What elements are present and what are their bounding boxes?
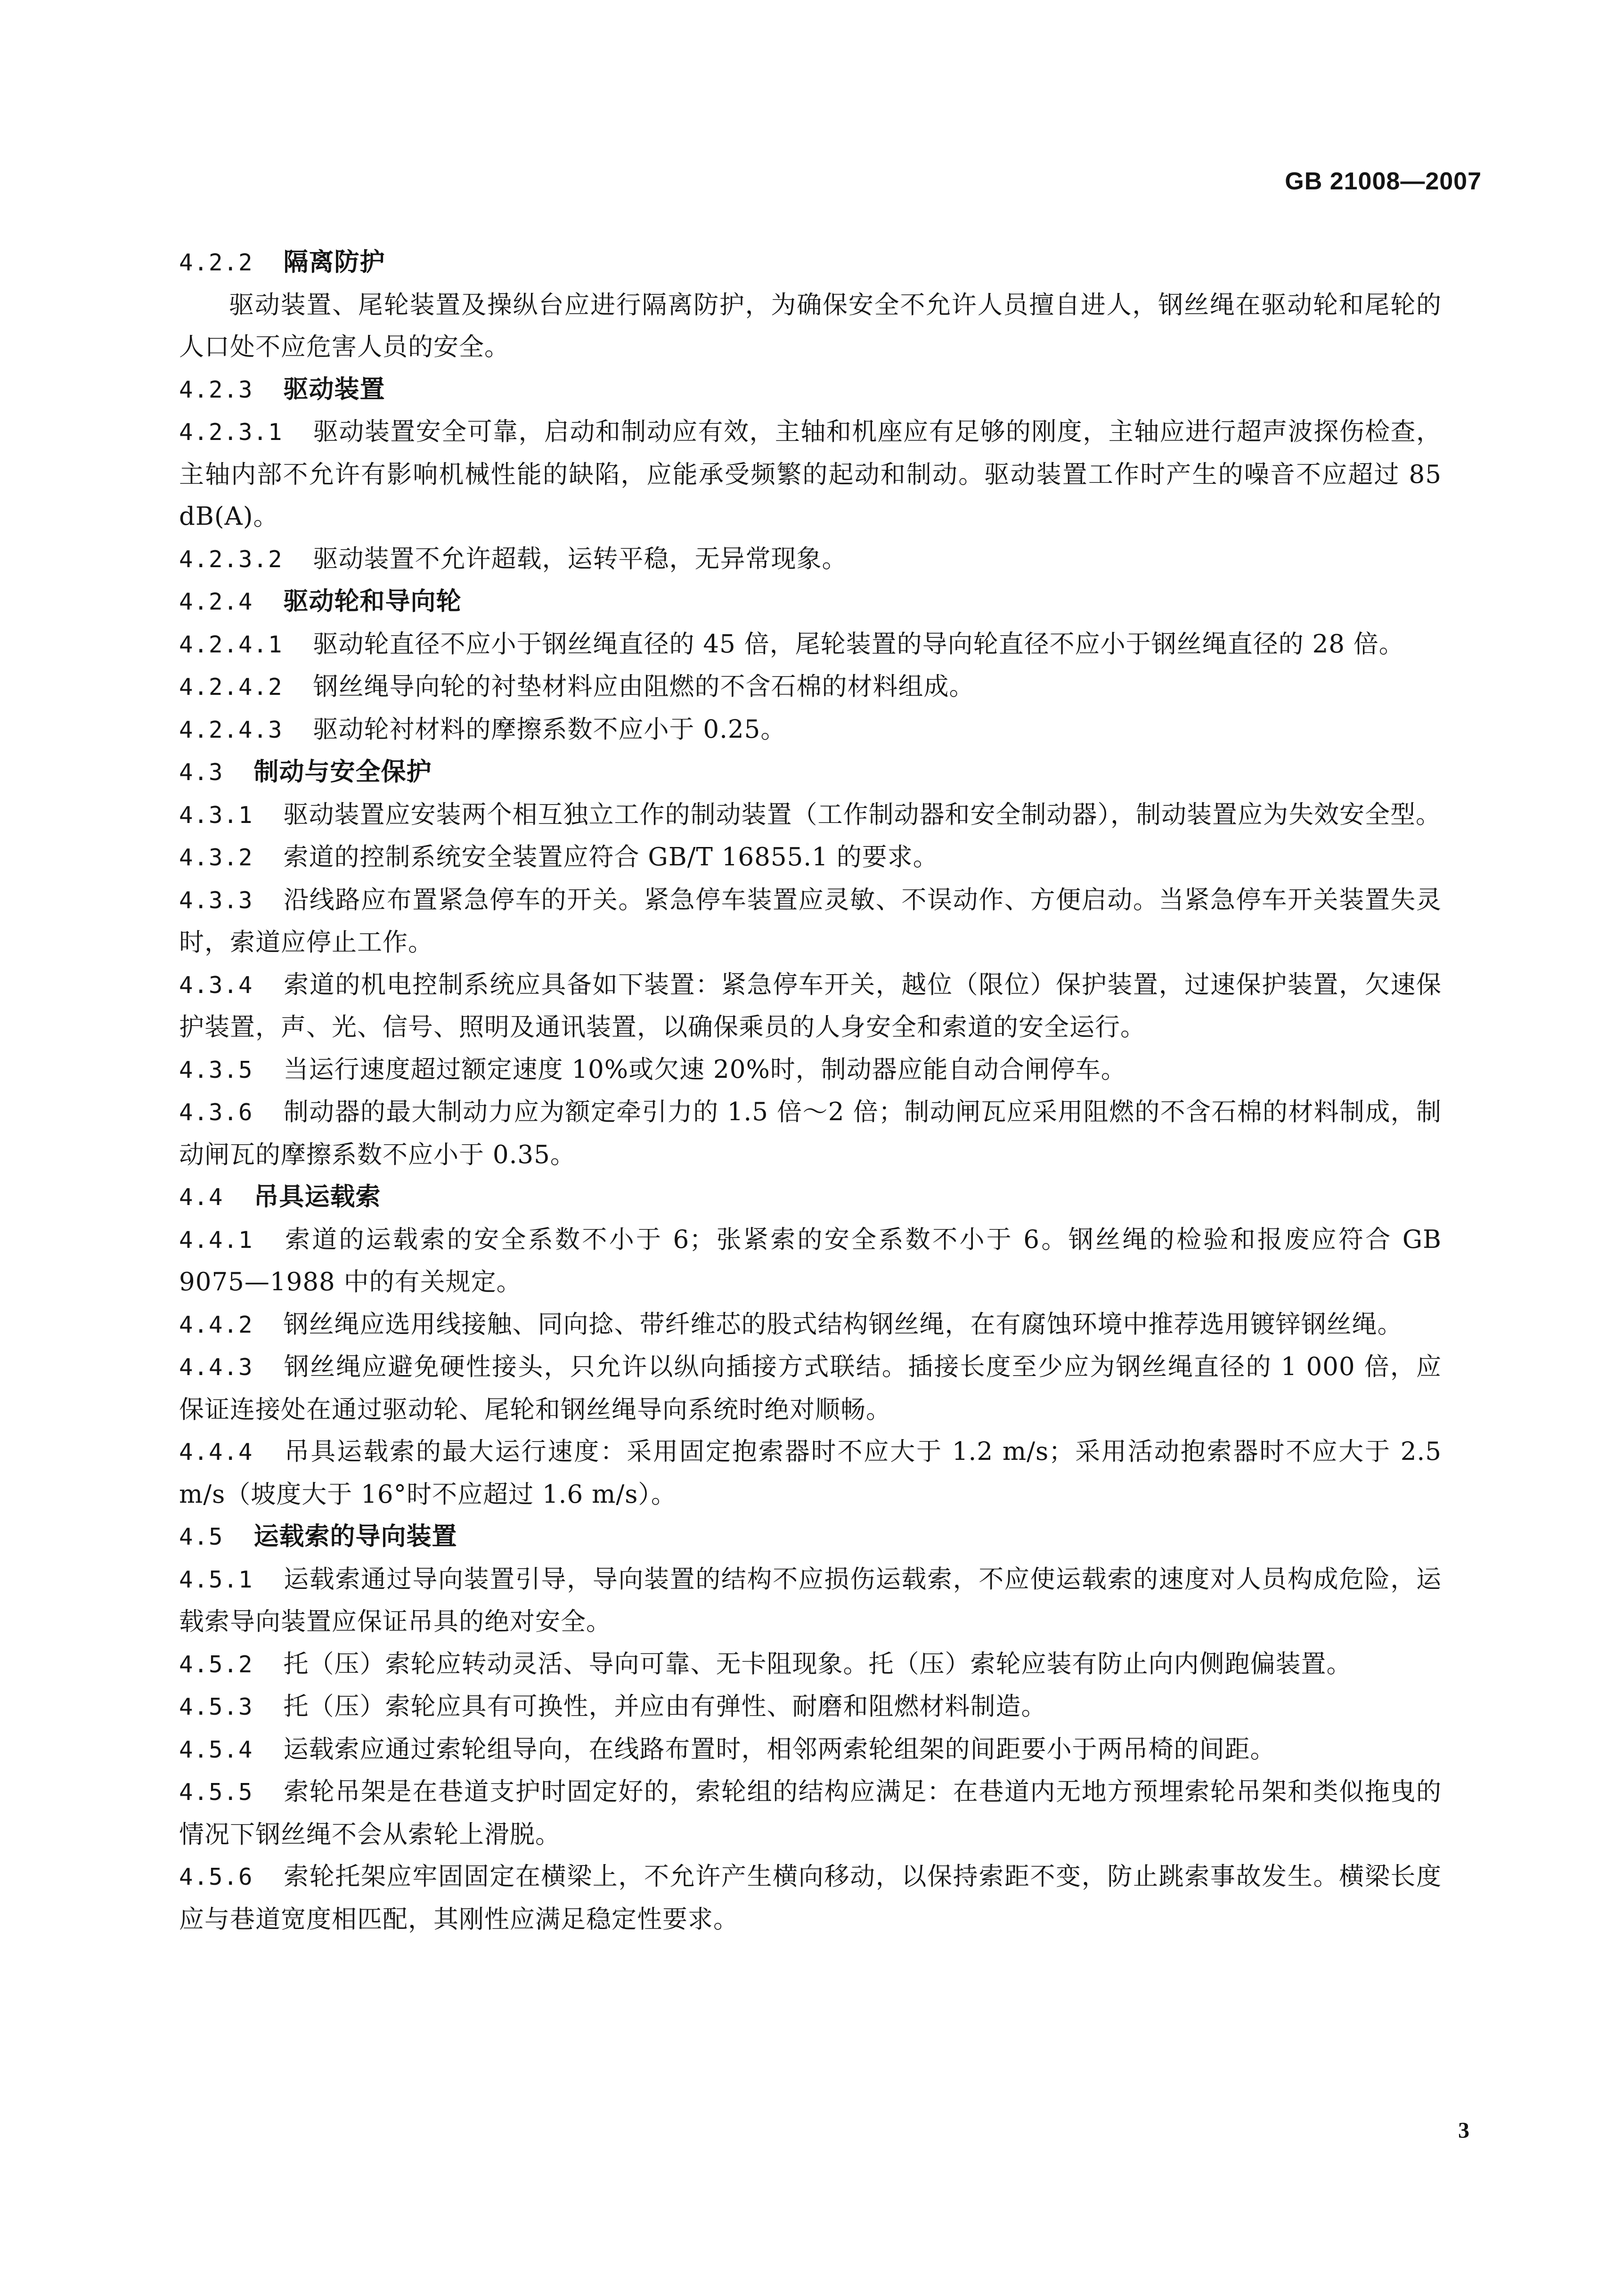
clause-text: 索道的运载索的安全系数不小于 6；张紧索的安全系数不小于 6。钢丝绳的检验和报废应符合 GB 9075—1988 中的有关规定。 bbox=[179, 1225, 1442, 1296]
clause-paragraph bbox=[179, 1091, 1442, 1176]
clause-number: 4.2.2 bbox=[179, 249, 253, 276]
standard-code: GB 21008—2007 bbox=[1285, 168, 1482, 195]
clause-paragraph bbox=[179, 1643, 1442, 1686]
clause-number: 4.4.3 bbox=[179, 1354, 253, 1381]
clause-paragraph bbox=[179, 879, 1442, 964]
clause-number: 4.3.2 bbox=[179, 844, 253, 871]
clause-text: 制动器的最大制动力应为额定牵引力的 1.5 倍～2 倍；制动闸瓦应采用阻燃的不含石棉的材料制成，制动闸瓦的摩擦系数不应小于 0.35。 bbox=[179, 1098, 1442, 1169]
document-body bbox=[179, 241, 1442, 1940]
clause-text: 索道的机电控制系统应具备如下装置：紧急停车开关，越位（限位）保护装置，过速保护装置，欠速保护装置，声、光、信号、照明及通讯装置，以确保乘员的人身安全和索道的安全运行。 bbox=[179, 970, 1442, 1042]
clause-paragraph bbox=[179, 1303, 1442, 1346]
clause-paragraph bbox=[179, 1558, 1442, 1643]
heading-text: 运载索的导向装置 bbox=[253, 1522, 457, 1551]
clause-number: 4.5.4 bbox=[179, 1736, 253, 1763]
clause-text: 运载索应通过索轮组导向，在线路布置时，相邻两索轮组架的间距要小于两吊椅的间距。 bbox=[283, 1734, 1276, 1764]
clause-text: 驱动装置不允许超载，运转平稳，无异常现象。 bbox=[313, 544, 848, 573]
clause-number: 4.5.5 bbox=[179, 1779, 253, 1806]
clause-text: 吊具运载索的最大运行速度：采用固定抱索器时不应大于 1.2 m/s；采用活动抱索器时不应大于 2.5 m/s（坡度大于 16°时不应超过 1.6 m/s）。 bbox=[179, 1437, 1442, 1509]
clause-text: 索轮托架应牢固固定在横梁上，不允许产生横向移动，以保持索距不变，防止跳索事故发生。横梁长度应与巷道宽度相匹配，其刚性应满足稳定性要求。 bbox=[179, 1862, 1442, 1934]
clause-number: 4.2.3.1 bbox=[179, 419, 283, 446]
heading-text: 吊具运载索 bbox=[253, 1182, 381, 1211]
clause-number: 4.3.1 bbox=[179, 801, 253, 829]
clause-number: 4.2.4 bbox=[179, 588, 253, 615]
clause-text: 索道的控制系统安全装置应符合 GB/T 16855.1 的要求。 bbox=[283, 843, 938, 871]
clause-text: 沿线路应布置紧急停车的开关。紧急停车装置应灵敏、不误动作、方便启动。当紧急停车开关装置失灵时，索道应停止工作。 bbox=[179, 885, 1442, 957]
section-heading bbox=[179, 751, 1442, 794]
clause-text: 钢丝绳应避免硬性接头，只允许以纵向插接方式联结。插接长度至少应为钢丝绳直径的 1 000 倍，应保证连接处在通过驱动轮、尾轮和钢丝绳导向系统时绝对顺畅。 bbox=[179, 1352, 1442, 1424]
clause-paragraph bbox=[179, 708, 1442, 751]
clause-paragraph bbox=[179, 1431, 1442, 1515]
clause-number: 4.4.4 bbox=[179, 1439, 253, 1466]
clause-number: 4.5.6 bbox=[179, 1864, 253, 1890]
clause-text: 当运行速度超过额定速度 10%或欠速 20%时，制动器应能自动合闸停车。 bbox=[283, 1055, 1126, 1084]
clause-number: 4.3.4 bbox=[179, 971, 253, 999]
clause-number: 4.3 bbox=[179, 759, 224, 786]
clause-paragraph bbox=[179, 411, 1442, 538]
clause-number: 4.3.3 bbox=[179, 887, 253, 914]
clause-text: 托（压）索轮应转动灵活、导向可靠、无卡阻现象。托（压）索轮应装有防止向内侧跑偏装置。 bbox=[283, 1649, 1352, 1678]
clause-paragraph bbox=[179, 964, 1442, 1049]
section-heading bbox=[179, 241, 1442, 284]
clause-text: 运载索通过导向装置引导，导向装置的结构不应损伤运载索，不应使运载索的速度对人员构成危险，运载索导向装置应保证吊具的绝对安全。 bbox=[179, 1564, 1442, 1636]
heading-text: 制动与安全保护 bbox=[253, 757, 432, 786]
clause-text: 钢丝绳应选用线接触、同向捻、带纤维芯的股式结构钢丝绳，在有腐蚀环境中推荐选用镀锌钢丝绳。 bbox=[283, 1310, 1403, 1339]
heading-text: 驱动装置 bbox=[283, 374, 385, 404]
clause-number: 4.4 bbox=[179, 1184, 224, 1211]
section-heading bbox=[179, 1515, 1442, 1558]
clause-text: 驱动轮衬材料的摩擦系数不应小于 0.25。 bbox=[313, 715, 786, 744]
clause-paragraph bbox=[179, 538, 1442, 581]
clause-number: 4.2.3.2 bbox=[179, 546, 283, 573]
clause-paragraph bbox=[179, 1346, 1442, 1431]
clause-paragraph bbox=[179, 1856, 1442, 1940]
page-number: 3 bbox=[1458, 2118, 1469, 2143]
clause-text: 驱动装置安全可靠，启动和制动应有效，主轴和机座应有足够的刚度，主轴应进行超声波探伤检查，主轴内部不允许有影响机械性能的缺陷，应能承受频繁的起动和制动。驱动装置工作时产生的噪音不应超过 85 dB(A)。 bbox=[179, 417, 1442, 531]
section-heading bbox=[179, 368, 1442, 411]
clause-text: 索轮吊架是在巷道支护时固定好的，索轮组的结构应满足：在巷道内无地方预埋索轮吊架和类似拖曳的情况下钢丝绳不会从索轮上滑脱。 bbox=[179, 1777, 1442, 1849]
clause-text: 驱动装置应安装两个相互独立工作的制动装置（工作制动器和安全制动器），制动装置应为失效安全型。 bbox=[283, 800, 1442, 829]
clause-number: 4.3.5 bbox=[179, 1056, 253, 1083]
section-heading bbox=[179, 1176, 1442, 1219]
clause-paragraph bbox=[179, 1049, 1442, 1091]
clause-number: 4.3.6 bbox=[179, 1099, 253, 1126]
clause-paragraph bbox=[179, 1771, 1442, 1856]
clause-paragraph bbox=[179, 1685, 1442, 1728]
clause-text: 钢丝绳导向轮的衬垫材料应由阻燃的不含石棉的材料组成。 bbox=[313, 672, 975, 701]
clause-paragraph bbox=[179, 836, 1442, 879]
clause-number: 4.4.2 bbox=[179, 1311, 253, 1338]
clause-text: 驱动轮直径不应小于钢丝绳直径的 45 倍，尾轮装置的导向轮直径不应小于钢丝绳直径的 28 倍。 bbox=[313, 629, 1404, 659]
body-paragraph bbox=[179, 284, 1442, 368]
heading-text: 驱动轮和导向轮 bbox=[283, 586, 462, 616]
clause-paragraph bbox=[179, 623, 1442, 666]
clause-paragraph bbox=[179, 1728, 1442, 1771]
clause-number: 4.5.2 bbox=[179, 1651, 253, 1678]
heading-text: 隔离防护 bbox=[283, 247, 385, 277]
clause-number: 4.5.1 bbox=[179, 1566, 253, 1593]
clause-paragraph bbox=[179, 666, 1442, 708]
clause-number: 4.5.3 bbox=[179, 1694, 253, 1720]
clause-text: 托（压）索轮应具有可换性，并应由有弹性、耐磨和阻燃材料制造。 bbox=[283, 1692, 1047, 1721]
clause-text: 驱动装置、尾轮装置及操纵台应进行隔离防护，为确保安全不允许人员擅自进人，钢丝绳在驱动轮和尾轮的人口处不应危害人员的安全。 bbox=[179, 290, 1442, 361]
clause-number: 4.2.3 bbox=[179, 376, 253, 403]
clause-number: 4.2.4.2 bbox=[179, 674, 283, 700]
clause-number: 4.4.1 bbox=[179, 1226, 253, 1254]
clause-number: 4.5 bbox=[179, 1523, 224, 1550]
section-heading bbox=[179, 580, 1442, 623]
clause-number: 4.2.4.1 bbox=[179, 631, 283, 658]
clause-number: 4.2.4.3 bbox=[179, 716, 283, 743]
clause-paragraph bbox=[179, 794, 1442, 837]
clause-paragraph bbox=[179, 1219, 1442, 1303]
